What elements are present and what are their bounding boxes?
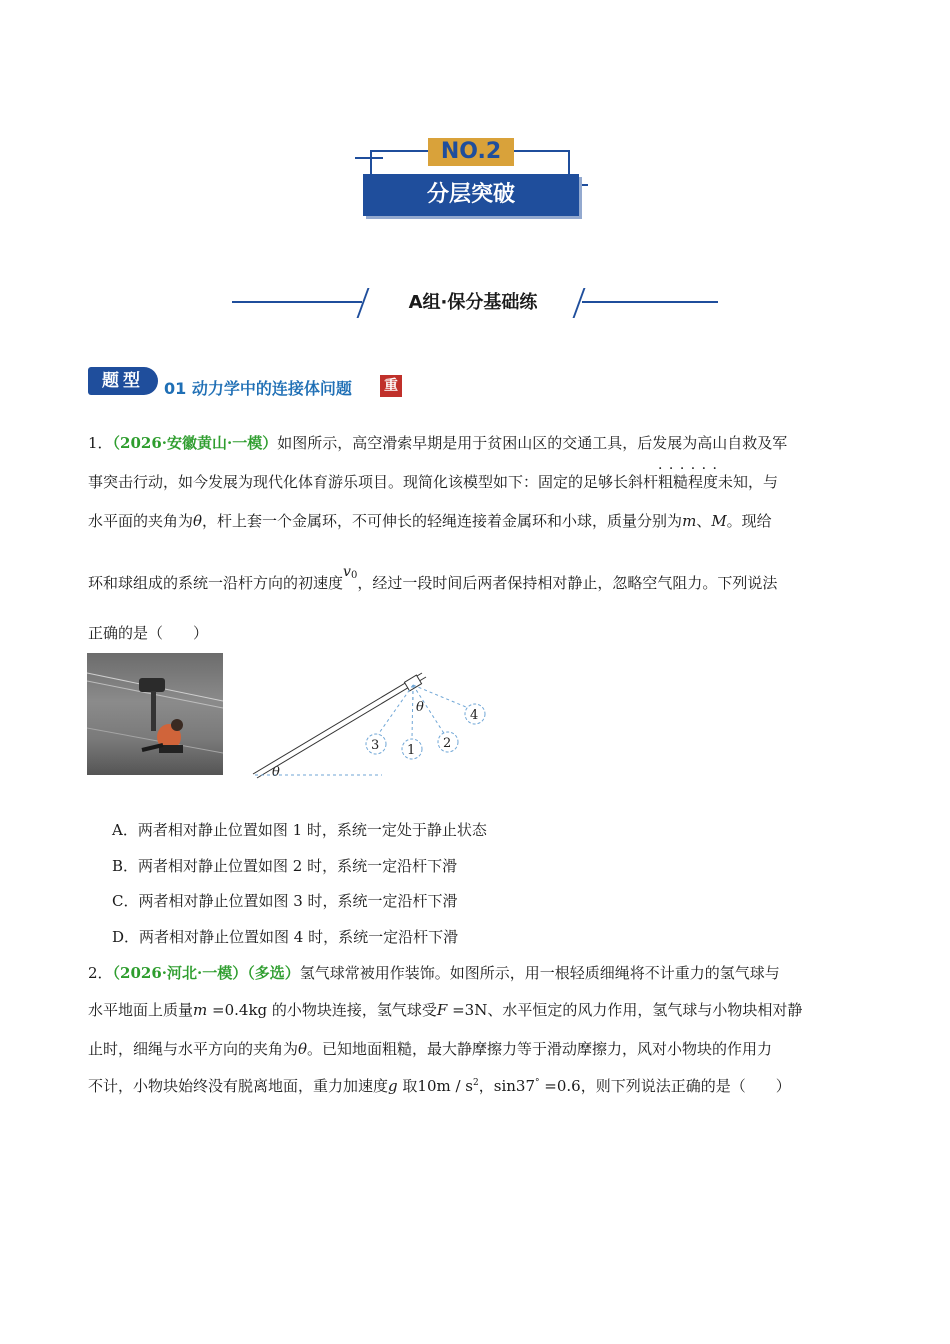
question-text: 、 [696,512,712,530]
ball-label-1: 1 [407,743,416,758]
group-divider-left [232,301,362,303]
q2-line-3 [88,1038,772,1059]
question-source: （2026·安徽黄山·一模） [112,434,278,452]
question-text: =3N、水平恒定的风力作用，氢气球与小物块相对静 [447,1001,803,1019]
math-symbol: θ [298,1040,308,1058]
option-d[interactable]: D．两者相对静止位置如图 4 时，系统一定沿杆下滑 [112,928,459,946]
ball-label-3: 3 [371,738,380,753]
question-source: （2026·河北·一模） [112,964,248,982]
math-symbol: v [343,564,351,580]
q1-line-1 [88,432,787,453]
section-title: 01 动力学中的连接体问题 [164,379,352,398]
question-text: 不计，小物块始终没有脱离地面，重力加速度 [88,1077,389,1095]
badge-title: 分层突破 [363,174,579,216]
group-divider-slash [357,288,370,318]
ball-label-4: 4 [470,708,479,723]
math-value: ，sin37 [478,1077,535,1095]
question-text: 如图所示，高空滑索早期是用于贫困山区的交通工具，后发展为高山自救及军 [277,434,788,452]
option-c[interactable]: C．两者相对静止位置如图 3 时，系统一定沿杆下滑 [112,892,458,910]
question-text: 。现给 [726,512,772,530]
question-text: 止时，细绳与水平方向的夹角为 [88,1040,299,1058]
q1-line-4 [88,564,778,595]
question-text: 正确的是（ ） [88,624,209,642]
group-divider-slash [573,288,586,318]
math-symbol: θ [193,512,203,530]
math-symbol: g [388,1077,398,1095]
group-title: A组·保分基础练 [408,292,538,313]
question-text: ，则下列说法正确的是（ ） [580,1077,791,1095]
question-number: 2． [88,964,113,982]
group-divider-right [582,301,718,303]
q2-line-4 [88,1075,791,1096]
question-text: ，杆上套一个金属环，不可伸长的轻绳连接着金属环和小球，质量分别为 [202,512,683,530]
zipline-photo [87,653,223,775]
question-text: 环和球组成的系统一沿杆方向的初速度 [88,574,344,592]
multi-select-tag: （多选） [247,964,300,982]
question-text: 。已知地面粗糙，最大静摩擦力等于滑动摩擦力，风对小物块的作用力 [307,1040,773,1058]
q2-line-2 [88,999,802,1020]
key-badge: 重 [380,375,402,397]
badge-frame-line [355,157,383,159]
math-symbol: m [682,512,697,530]
question-text: 水平面的夹角为 [88,512,194,530]
incline-diagram [250,660,500,782]
emphasized-text: · · · 粗糙程度未知 [658,473,748,491]
question-text: ，经过一段时间后两者保持相对静止，忽略空气阻力。下列说法 [357,574,778,592]
math-symbol: M [711,512,727,530]
section-tag: 题型 [88,367,158,395]
math-value: 10m / s [417,1077,474,1095]
math-value: =0.6 [539,1077,581,1095]
question-text: 氢气球常被用作装饰。如图所示，用一根轻质细绳将不计重力的氢气球与 [299,964,780,982]
incline-rod [253,673,426,778]
q1-line-2 [88,471,778,492]
math-symbol: m [193,1001,208,1019]
ball-label-2: 2 [443,736,452,751]
math-superscript: 2 [473,1078,479,1088]
question-text: 水平地面上质量 [88,1001,194,1019]
q1-line-3 [88,510,772,531]
math-symbol: F [436,1001,448,1019]
question-text: =0.4kg 的小物块连接，氢气球受 [207,1001,437,1019]
option-a[interactable]: A．两者相对静止位置如图 1 时，系统一定处于静止状态 [112,821,487,839]
q2-line-1 [88,962,780,983]
angle-label-top: θ [416,700,424,715]
option-b[interactable]: B．两者相对静止位置如图 2 时，系统一定沿杆下滑 [112,857,458,875]
angle-label-base: θ [272,765,280,780]
q1-line-5 [88,622,208,643]
math-subscript: 0 [350,570,358,581]
question-text: 事突击行动，如今发展为现代化体育游乐项目。现简化该模型如下：固定的足够长斜杆 [88,473,659,491]
badge-frame-line [568,150,570,174]
question-text: ，与 [748,473,779,491]
question-number: 1． [88,434,113,452]
math-superscript: ° [535,1078,540,1088]
question-text: 取 [397,1077,418,1095]
badge-number: NO.2 [428,138,514,166]
